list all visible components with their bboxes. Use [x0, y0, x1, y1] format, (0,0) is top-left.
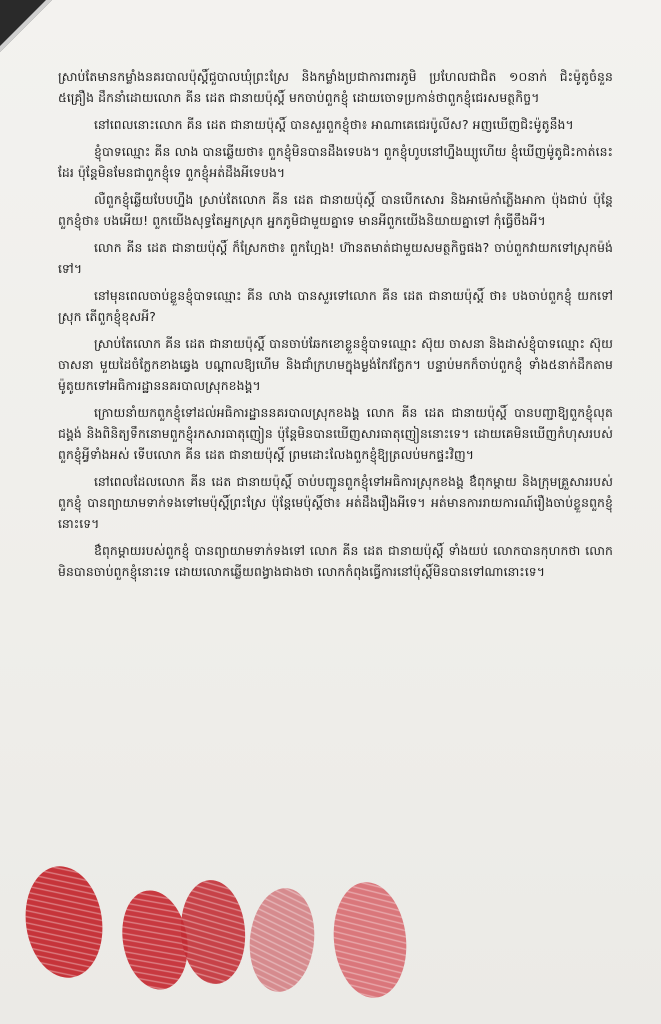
fingerprint-1	[19, 861, 110, 982]
paragraph-4: លឺពួកខ្ញុំឆ្លើយបែបហ្នឹង ស្រាប់តែលោក គីន ដេត ជានាយប៉ុស្តិ៍ បានបើកសោរ និងអាម៉េកាំភ្លើងអាកា ប៉ុងជាប់ ប៉ុន្តែពួកខ្ញុំថា៖ បងអើយ! ពួកយើងសុទ្ធតែអ្នកស្រុក អ្នកភូមិជាមួយគ្នាទេ មានអីពួកយើងនិយាយគ្នាទៅ កុំធ្វើចឹងអី។	[58, 192, 613, 228]
paragraph-2: នៅពេលនោះលោក គីន ដេត ជានាយប៉ុស្តិ៍ បានសួរពួកខ្ញុំថា៖ អាណាគេជេរប៉ូលីស? អញឃើញជិះម៉ូតូនឹង។	[94, 117, 574, 132]
fingerprint-4	[245, 885, 320, 995]
paragraph-9: នៅពេលដែលលោក គីន ដេត ជានាយប៉ុស្តិ៍ ចាប់បញ្ជូនពួកខ្ញុំទៅអធិការស្រុកខងង្គ ឳពុកម្តាយ និងក្រុមគ្រួសាររបស់ពួកខ្ញុំ បានព្យាយាមទាក់ទងទៅមេប៉ុស្តិ៍ព្រះស្រែ ប៉ុន្តែមេប៉ុស្តិ៍ថា៖ អត់ដឹងរឿងអីទេ។ អត់មានការរាយការណ៍រឿងចាប់ខ្លួនពួកខ្ញុំនោះទេ។	[58, 474, 613, 531]
paragraph-3: ខ្ញុំបាទឈ្មោះ គីន លាង បានឆ្លើយថា៖ ពួកខ្ញុំមិនបានដឹងទេបង។ ពួកខ្ញុំហូបនៅហ្នឹងឃ្យូហើយ ខ្ញុំឃើញម៉ូតូជិះកាត់នេះដែរ ប៉ុន្តែមិនមែនជាពួកខ្ញុំទេ ពួកខ្ញុំអត់ដឹងអីទេបង។	[58, 144, 613, 180]
paragraph-1: ស្រាប់តែមានកម្លាំងនគរបាលប៉ុស្តិ៍ជួបាលឃុំព្រះស្រែ និងកម្លាំងប្រជាការពារភូមិ ប្រហែលជាជិត ១០នាក់ ជិះម៉ូតូចំនួន ៥គ្រឿង ដឹកនាំដោយលោក គីន ដេត ជានាយប៉ុស្តិ៍ មកចាប់ពួកខ្ញុំ ដោយចោទប្រកាន់ថាពួកខ្ញុំជេរសមត្ថកិច្ច។	[58, 69, 613, 105]
fingerprint-5	[328, 879, 412, 1002]
paragraph-5: លោក គីន ដេត ជានាយប៉ុស្តិ៍ ក៏ស្រែកថា៖ ពួកហ្អែង! ហ៊ានតមាត់ជាមួយសមត្ថកិច្ចផង? ចាប់ពួកវាយកទៅស្រុកម៉ង់ទៅ។	[58, 240, 613, 276]
paragraph-10: ឳពុកម្តាយរបស់ពួកខ្ញុំ បានព្យាយាមទាក់ទងទៅ លោក គីន ដេត ជានាយប៉ុស្តិ៍ ទាំងយប់ លោកបានកុហកថា លោកមិនបានចាប់ពួកខ្ញុំនោះទេ ដោយលោកឆ្លើយពង្វាងជាងថា លោកកំពុងធ្វើការនៅប៉ុស្តិ៍មិនបានទៅណានោះទេ។	[58, 543, 613, 579]
page-corner-fold	[0, 0, 60, 60]
paragraph-6: នៅមុនពេលចាប់ខ្លួនខ្ញុំបាទឈ្មោះ គីន លាង បានសួរទៅលោក គីន ដេត ជានាយប៉ុស្តិ៍ ថា៖ បងចាប់ពួកខ្ញុំ យកទៅស្រុក តើពួកខ្ញុំខុសអី?	[58, 288, 613, 324]
document-body	[58, 66, 613, 588]
fingerprint-3	[177, 878, 248, 986]
paragraph-8: ក្រោយនាំយកពួកខ្ញុំទៅដល់អធិការដ្ឋាននគរបាលស្រុកខងង្គ លោក គីន ដេត ជានាយប៉ុស្តិ៍ បានបញ្ជាឱ្យពួកខ្ញុំលុតជង្គង់ និងពិនិត្យទឹកនោមពួកខ្ញុំរកសារធាតុញៀន ប៉ុន្តែមិនបានឃើញសារធាតុញៀននោះទេ។ ដោយគេមិនឃើញកំហុសរបស់ពួកខ្ញុំអ្វីទាំងអស់ ទើបលោក គីន ដេត ជានាយប៉ុស្តិ៍ ព្រមដោះលែងពួកខ្ញុំឱ្យត្រលប់មកផ្ទះវិញ។	[58, 405, 613, 462]
paragraph-7: ស្រាប់តែលោក គីន ដេត ជានាយប៉ុស្តិ៍ បានចាប់ឆែកខោខ្លួនខ្ញុំបាទឈ្មោះ ស៊ុយ ចាសនា និងដាស់ខ្ញុំបាទឈ្មោះ ស៊ុយ ចាសនា មួយដៃចំក្លែកខាងឆ្វេង បណ្តាលឱ្យហើម និងជាំក្រហមក្នុងម្ងង់កែវក្លែក។ បន្ទាប់មកក៏ចាប់ពួកខ្ញុំ ទាំង៥នាក់ដឹកតាមម៉ូតូយកទៅអធិការដ្ឋាននគរបាលស្រុកខងង្គ។	[58, 336, 613, 393]
fingerprint-row	[0, 860, 661, 1020]
